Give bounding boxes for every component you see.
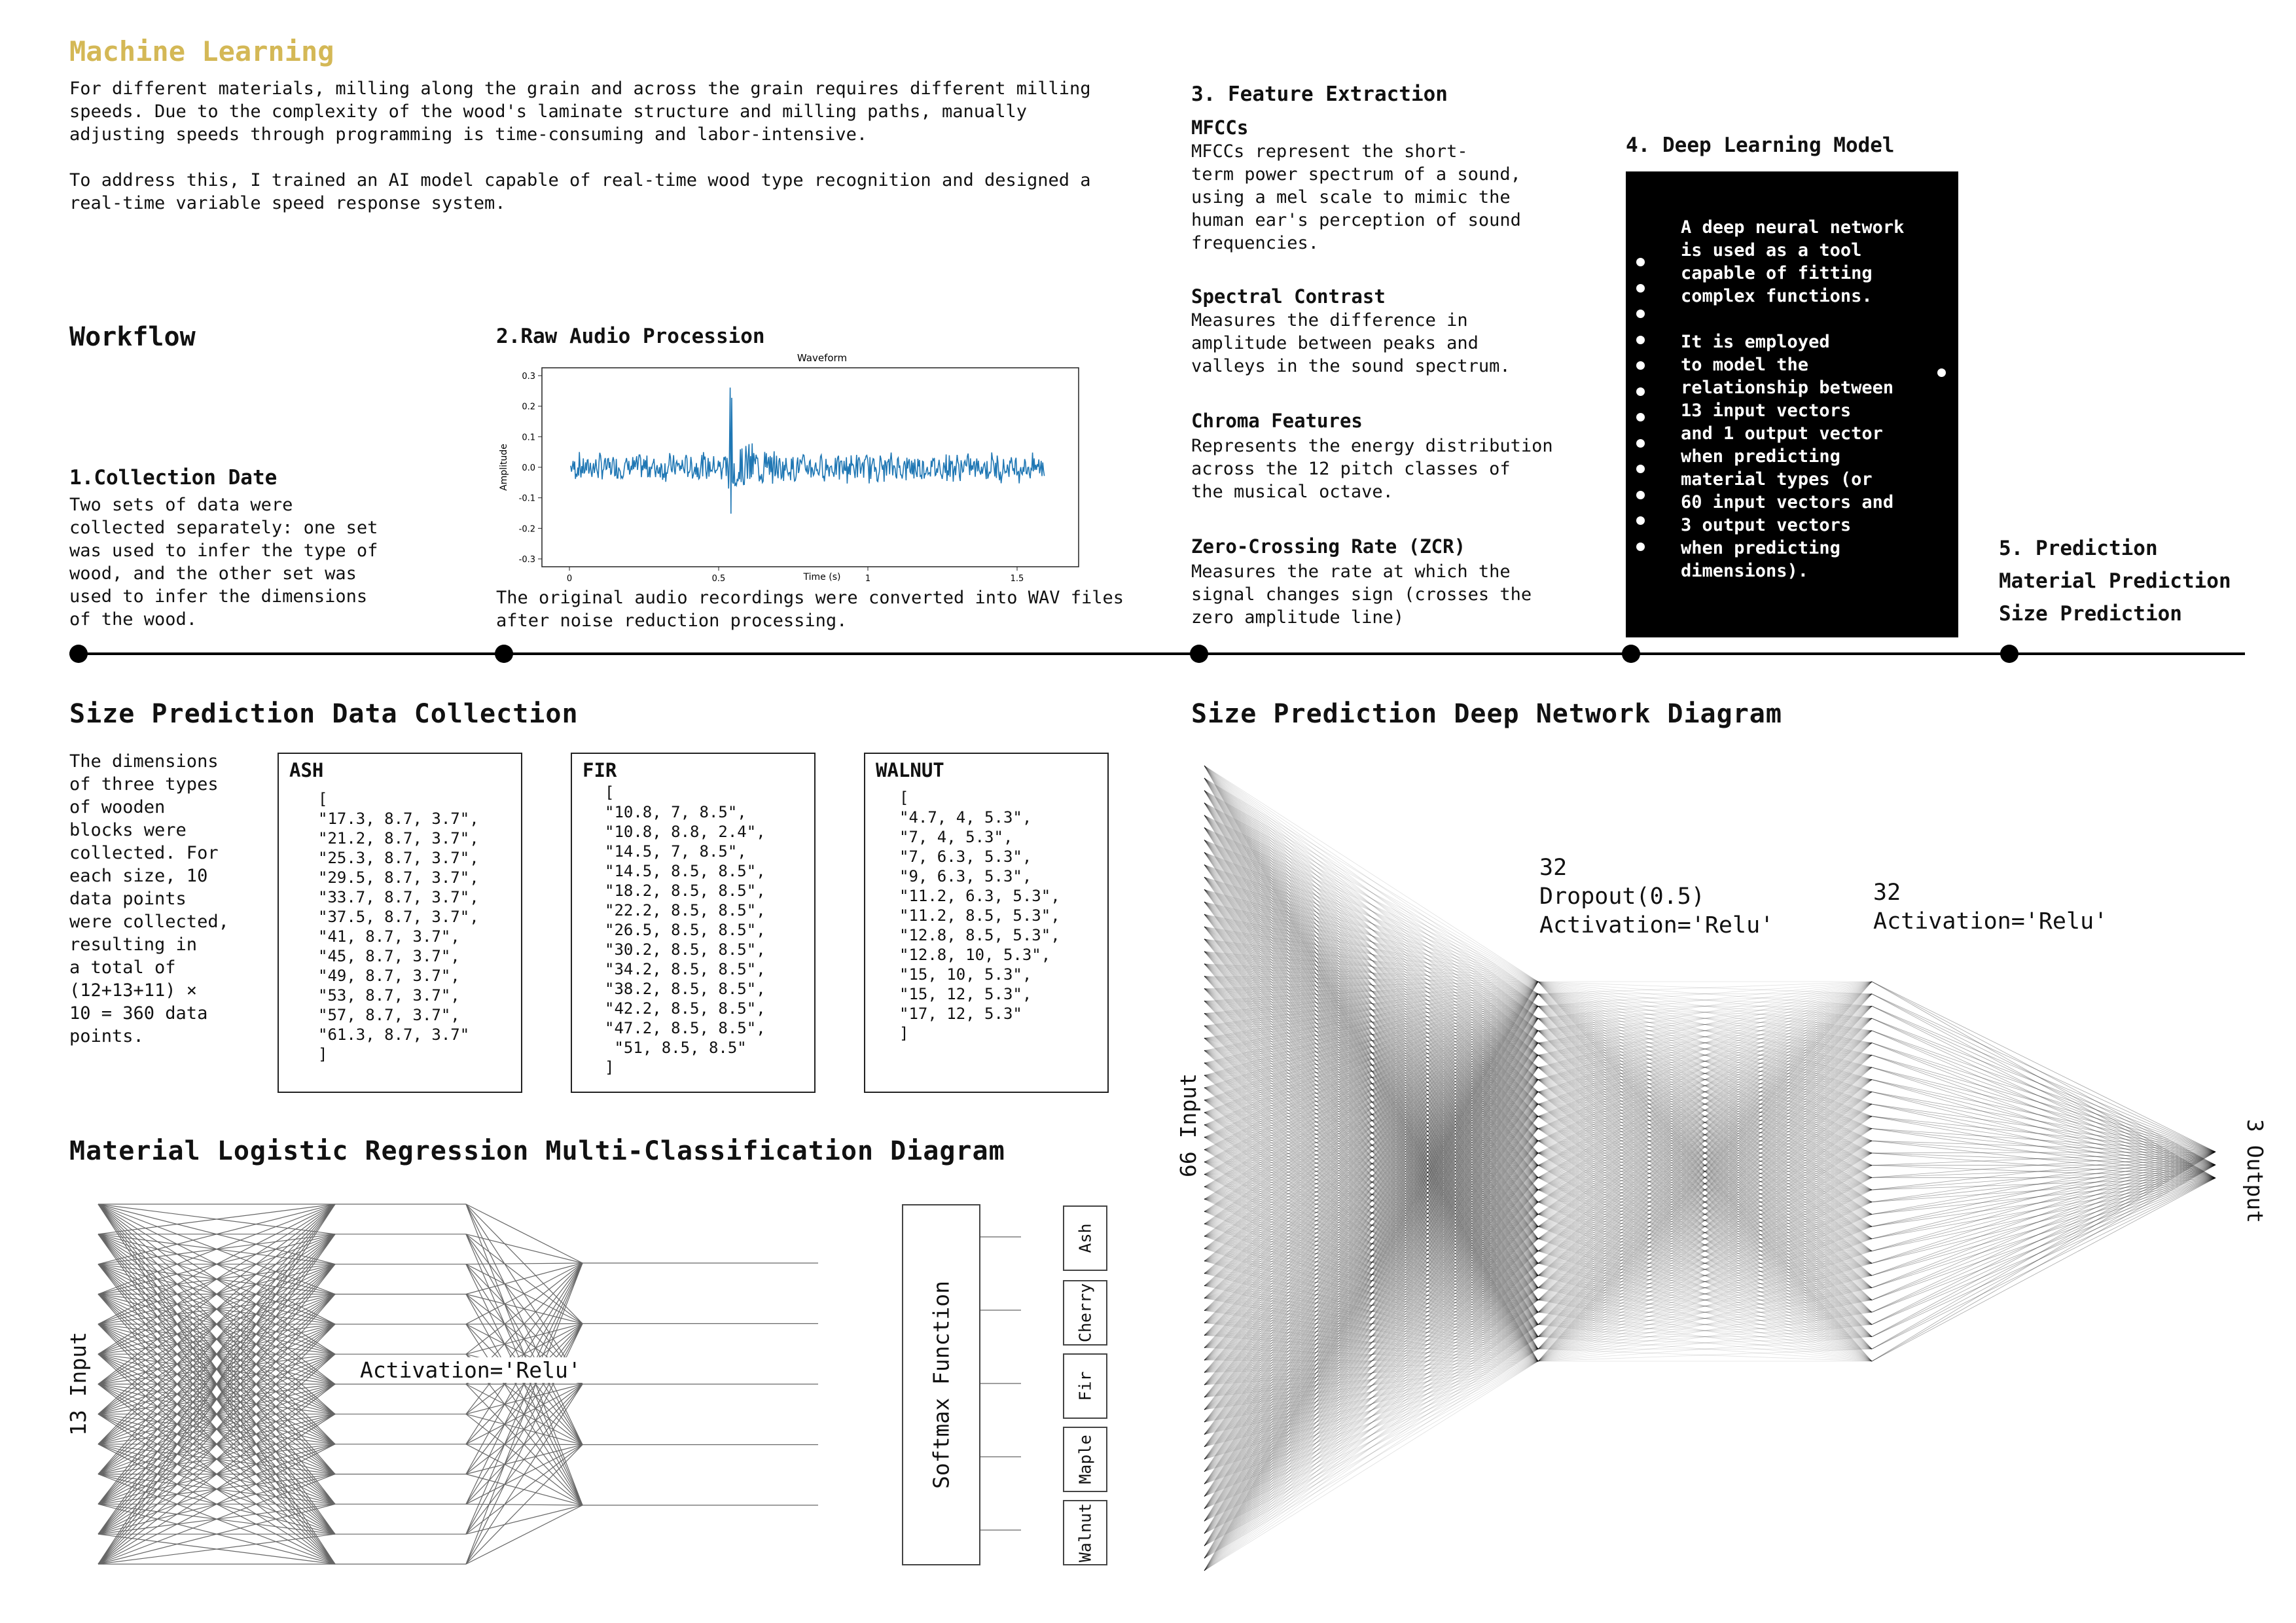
network-edge xyxy=(1872,1165,2215,1300)
logistic-title: Material Logistic Regression Multi-Classification Diagram xyxy=(69,1136,1005,1166)
walnut-title: WALNUT xyxy=(876,759,944,781)
network-edge xyxy=(466,1263,583,1294)
network-edge xyxy=(1872,1165,2215,1337)
network-edge xyxy=(1872,1152,2215,1251)
deepnet-layer1-label: 32 Dropout(0.5) Activation='Relu' xyxy=(1539,855,1774,938)
waveform-xtick-label: 1 xyxy=(865,574,871,584)
waveform-x-ticks xyxy=(567,567,1024,584)
network-edge xyxy=(466,1204,583,1263)
timeline-dot-3 xyxy=(1190,645,1208,663)
output-cherry xyxy=(1063,1280,1107,1346)
waveform-ytick-label: 0.0 xyxy=(522,463,535,473)
fir-data: [ "10.8, 7, 8.5", "10.8, 8.8, 2.4", "14.5, 7, 8.5", "14.5, 8.5, 8.5", "18.2, 8.5, 8.5", "22.2, 8.5, 8.5", "26.5, 8.5, 8.5", "30.2, 8.5, 8.5", "34.2, 8.5, 8.5", "38.2, 8.5, 8.5", "42.2, 8.5, 8.5", "47.2, 8.5, 8.5", "51, 8.5, 8.5" ] xyxy=(605,783,766,1077)
step4-title: 4. Deep Learning Model xyxy=(1626,134,1895,157)
softmax-box xyxy=(902,1204,980,1565)
waveform-ytick-label: 0.3 xyxy=(522,372,535,382)
logistic-network-diagram xyxy=(92,1198,1021,1577)
network-edge xyxy=(466,1263,583,1534)
logistic-activation-label: Activation='Relu' xyxy=(357,1357,584,1383)
zcr-title: Zero-Crossing Rate (ZCR) xyxy=(1191,535,1466,558)
deepnet-title: Size Prediction Deep Network Diagram xyxy=(1191,699,1782,729)
waveform-ytick-label: -0.3 xyxy=(518,555,535,565)
step2-title: 2.Raw Audio Procession xyxy=(496,325,765,348)
output-maple-label: Maple xyxy=(1075,1435,1095,1484)
timeline-dot-1 xyxy=(69,645,88,663)
deepnet-output-label: 3 Output xyxy=(2242,1119,2268,1223)
network-edge xyxy=(1872,1178,2215,1325)
softmax-label: Softmax Function xyxy=(928,1281,954,1489)
network-edge xyxy=(466,1263,583,1264)
waveform-xtick-label: 0 xyxy=(566,574,573,584)
output-ash-label: Ash xyxy=(1075,1223,1095,1253)
fir-data-box xyxy=(571,753,816,1093)
step1-title: 1.Collection Date xyxy=(69,466,278,490)
step1-text: Two sets of data were collected separately: one set was used to infer the type of wood, and the other set was used to infer the dimensions of the wood. xyxy=(69,495,378,630)
timeline-dot-4 xyxy=(1622,645,1640,663)
network-edge xyxy=(1872,1006,2215,1152)
ash-title: ASH xyxy=(289,759,324,781)
output-ash xyxy=(1063,1205,1107,1271)
network-edge xyxy=(1872,1178,2215,1349)
walnut-data-box xyxy=(864,753,1109,1093)
walnut-data: [ "4.7, 4, 5.3", "7, 4, 5.3", "7, 6.3, 5.3", "9, 6.3, 5.3", "11.2, 6.3, 5.3", "11.2, 8.5, 5.3", "12.8, 8.5, 5.3", "12.8, 10, 5.3", "15, 10, 5.3", "15, 12, 5.3", "17, 12, 5.3" ] xyxy=(899,789,1060,1043)
mfcc-title: MFCCs xyxy=(1191,116,1249,139)
output-walnut xyxy=(1063,1500,1107,1565)
chroma-title: Chroma Features xyxy=(1191,410,1363,432)
bullet-dot xyxy=(1636,284,1645,293)
prediction-material: Material Prediction xyxy=(1999,569,2231,593)
output-cherry-label: Cherry xyxy=(1075,1283,1095,1343)
bullet-dot xyxy=(1636,491,1645,499)
network-edge xyxy=(1872,1152,2215,1337)
spectral-text: Measures the difference in amplitude between peaks and valleys in the sound spectrum. xyxy=(1191,310,1511,376)
step3-title: 3. Feature Extraction xyxy=(1191,82,1448,106)
logistic-input-label: 13 Input xyxy=(65,1332,91,1436)
step4-text: A deep neural network is used as a tool capable of fitting complex functions. It is employed to model the relationship between 13 input vectors and 1 output vector when predicting material types (or 60 input vectors and 3 output vectors when predicting dimensions). xyxy=(1681,217,1905,581)
network-edge xyxy=(1872,1055,2215,1152)
bullet-dot xyxy=(1636,439,1645,448)
waveform-title: Waveform xyxy=(797,352,848,364)
waveform-ytick-label: -0.1 xyxy=(518,493,535,504)
waveform-ytick-label: 0.2 xyxy=(522,402,535,412)
chroma-text: Represents the energy distribution across the 12 pitch classes of the musical octave. xyxy=(1191,436,1553,502)
intro-paragraph-2: To address this, I trained an AI model capable of real-time wood type recognition and designed a real-time variable speed response system. xyxy=(69,170,1091,213)
bullet-dot xyxy=(1636,465,1645,473)
timeline-line xyxy=(69,652,2245,655)
fir-title: FIR xyxy=(583,759,617,781)
waveform-chart xyxy=(497,349,1113,585)
network-edge xyxy=(466,1445,583,1535)
ash-data: [ "17.3, 8.7, 3.7", "21.2, 8.7, 3.7", "25.3, 8.7, 3.7", "29.5, 8.7, 3.7", "33.7, 8.7, 3.7", "37.5, 8.7, 3.7", "41, 8.7, 3.7", "45, 8.7, 3.7", "49, 8.7, 3.7", "53, 8.7, 3.7", "57, 8.7, 3.7", "61.3, 8.7, 3.7" ] xyxy=(318,790,479,1063)
network-edge xyxy=(1872,1152,2215,1263)
waveform-xtick-label: 0.5 xyxy=(711,574,726,584)
output-walnut-label: Walnut xyxy=(1075,1503,1095,1563)
waveform-ytick-label: 0.1 xyxy=(522,433,535,443)
bullet-dot xyxy=(1636,258,1645,266)
timeline-dot-2 xyxy=(495,645,513,663)
output-fir-label: Fir xyxy=(1075,1371,1095,1401)
network-edge xyxy=(466,1263,583,1414)
workflow-title: Workflow xyxy=(69,322,196,352)
output-maple xyxy=(1063,1427,1107,1492)
size-collection-title: Size Prediction Data Collection xyxy=(69,699,579,729)
deepnet-layer2-label: 32 Activation='Relu' xyxy=(1873,880,2108,935)
prediction-size: Size Prediction xyxy=(1999,602,2182,626)
waveform-signal xyxy=(571,387,1045,514)
network-edge xyxy=(1872,1043,2215,1152)
network-edge xyxy=(1872,1152,2215,1288)
timeline-dot-5 xyxy=(2000,645,2018,663)
size-collection-text: The dimensions of three types of wooden blocks were collected. For each size, 10 data points were collected, resulting in a total of (12+13+11) × 10 = 360 data points. xyxy=(69,751,229,1046)
bullet-dot xyxy=(1636,387,1645,396)
waveform-y-ticks xyxy=(519,372,542,565)
waveform-xlabel: Time (s) xyxy=(803,572,841,582)
bullet-dot xyxy=(1636,543,1645,551)
bullet-dot xyxy=(1937,368,1946,377)
bullet-dot xyxy=(1636,310,1645,318)
network-edge xyxy=(1872,1018,2215,1152)
network-edge xyxy=(1872,982,2215,1152)
zcr-text: Measures the rate at which the signal changes sign (crosses the zero amplitude line) xyxy=(1191,562,1532,628)
waveform-ylabel: Amplitude xyxy=(499,444,509,491)
page-title: Machine Learning xyxy=(69,35,334,67)
deep-learning-box xyxy=(1626,171,1958,637)
bullet-dot xyxy=(1636,336,1645,344)
network-edge xyxy=(466,1263,583,1504)
step5-title: 5. Prediction xyxy=(1999,537,2158,560)
mfcc-text: MFCCs represent the short- term power spectrum of a sound, using a mel scale to mimic the human ear's perception of sound frequencies. xyxy=(1191,141,1521,253)
bullet-dot xyxy=(1636,413,1645,421)
spectral-title: Spectral Contrast xyxy=(1191,285,1386,308)
network-edge xyxy=(1872,1165,2215,1312)
network-edge xyxy=(1872,1178,2215,1312)
network-edge xyxy=(1872,1165,2215,1325)
bullet-dot xyxy=(1636,516,1645,525)
waveform-xtick-label: 1.5 xyxy=(1010,574,1024,584)
network-edge xyxy=(466,1505,583,1564)
output-fir xyxy=(1063,1353,1107,1419)
waveform-ytick-label: -0.2 xyxy=(518,524,535,535)
bullet-dot xyxy=(1636,361,1645,370)
deepnet-input-label: 66 Input xyxy=(1175,1073,1201,1177)
network-edge xyxy=(1872,1031,2215,1152)
intro-paragraph-1: For different materials, milling along the grain and across the grain requires different milling speeds. Due to the complexity of the wood's laminate structure and milling paths, manually adjusting speeds through programming is time-consuming and labor-intensive. xyxy=(69,79,1091,145)
ash-data-box xyxy=(278,753,522,1093)
step2-text: The original audio recordings were converted into WAV files after noise reduction processing. xyxy=(496,588,1124,631)
